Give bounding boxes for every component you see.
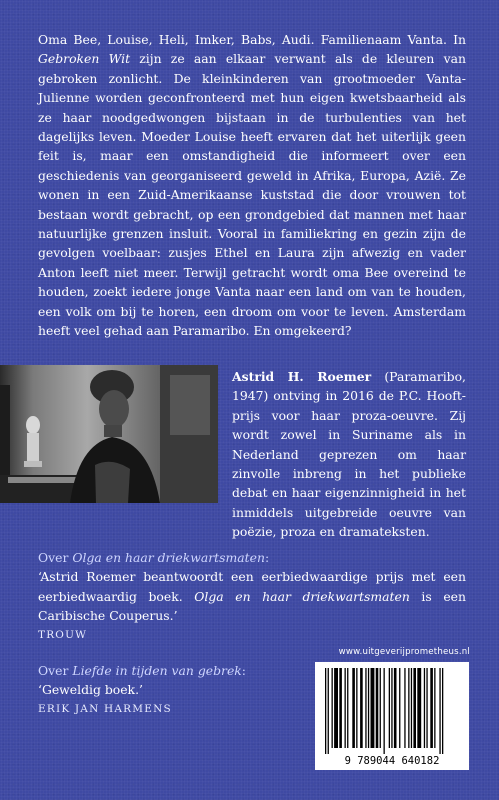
- barcode-bar: [413, 668, 416, 748]
- barcode-bars: [325, 668, 443, 754]
- barcode-bar: [430, 668, 433, 748]
- barcode-bar: [332, 668, 333, 748]
- author-photo-image: [0, 365, 218, 503]
- barcode-bar: [345, 668, 346, 748]
- author-bio: [232, 367, 466, 542]
- quote-source: TROUW: [38, 628, 88, 641]
- blurb-text-start: Oma Bee, Louise, Heli, Imker, Babs, Audi. Familienaam Vanta. In: [38, 32, 466, 47]
- quote-book-title: Olga en haar driekwartsmaten: [72, 550, 265, 565]
- barcode-bar: [368, 668, 369, 748]
- quote-book-title: Liefde in tijden van gebrek: [72, 663, 242, 679]
- barcode-bar: [391, 668, 392, 748]
- quote-text: [38, 567, 466, 625]
- quote-text-part: ‘Astrid Roemer beantwoordt een eerbiedwaardige prijs met een eerbiedwaardig boek.: [38, 569, 466, 604]
- barcode-bar: [417, 668, 421, 748]
- barcode-bar: [426, 668, 427, 748]
- barcode-bar: [424, 668, 425, 748]
- cover-blurb: [38, 30, 466, 341]
- barcode-bar: [439, 668, 440, 754]
- quote-source: ERIK JAN HARMENS: [38, 702, 172, 715]
- isbn-barcode: [315, 662, 469, 770]
- barcode-bar: [360, 668, 363, 748]
- quote-colon: :: [264, 550, 270, 565]
- barcode-bar: [404, 668, 405, 748]
- barcode-bar: [380, 668, 381, 748]
- barcode-bar: [352, 668, 355, 748]
- barcode-graphic: [315, 662, 469, 770]
- barcode-bar: [389, 668, 390, 748]
- author-bio-text: (Paramaribo, 1947) ontving in 2016 de P.C. Hooft-prijs voor haar proza-oeuvre. Zij wordt zowel in Suriname als in Nederland geprezen om haar zinvolle inbreng in het publieke debat en haar eigenzinnigheid in het inmiddels uitgebreide oeuvre van poëzie, proza en dramateksten.: [232, 369, 466, 540]
- publisher-url: www.uitgeverijprometheus.nl: [338, 647, 470, 657]
- barcode-bar: [347, 668, 348, 748]
- quote-title-ref: Olga en haar driekwartsmaten: [194, 588, 410, 604]
- quote-over-label: Over: [38, 663, 73, 679]
- blurb-book-title: Gebroken Wit: [38, 51, 131, 67]
- barcode-bar: [371, 668, 375, 748]
- barcode-bar: [328, 668, 329, 754]
- quote-over-label: Over: [38, 550, 73, 565]
- barcode-bar: [399, 668, 400, 748]
- barcode-bar: [394, 668, 397, 748]
- review-quote: [38, 548, 466, 645]
- barcode-bar: [434, 668, 435, 748]
- quote-text: ‘Geweldig boek.’: [38, 682, 143, 698]
- barcode-bar: [339, 668, 342, 748]
- barcode-bar: [365, 668, 366, 748]
- barcode-bar: [411, 668, 412, 748]
- barcode-bar: [442, 668, 443, 754]
- author-name: Astrid H. Roemer: [232, 369, 372, 384]
- barcode-bar: [384, 668, 385, 754]
- isbn-digits: 9 789044 640182: [344, 755, 440, 767]
- author-photo: [0, 365, 218, 503]
- quote-colon: :: [241, 663, 246, 679]
- barcode-bar: [334, 668, 338, 748]
- quote-text-part: is een Caribische Couperus.’: [38, 588, 466, 624]
- blurb-text-body: zijn ze aan elkaar verwant als de kleuren van gebroken zonlicht. De kleinkinderen van grootmoeder Vanta-Julienne worden geconfronteerd met hun eigen kwetsbaarheid als ze haar noodgedwongen bijstaan in de turbulenties van het dagelijks leven. Moeder Louise heeft ervaren dat het uiterlijk geen feit is, maar een omstandigheid die informeert over een geschiedenis van georganiseerd geweld in Afrika, Europa, Azië. Ze wonen in een Zuid-Amerikaanse kuststad die door vrouwen tot bestaan wordt gebracht, op een grondgebied dat mannen met haar natuurlijke grenzen insluit. Vooral in familiekring en gezin zijn de gevolgen voelbaar: zusjes Ethel en Laura zijn afwezig en vader Anton leeft niet meer. Terwijl getracht wordt oma Bee overeind te houden, zoekt iedere jonge Vanta naar een land om van te houden, een volk om bij te horen, een droom om voor te leven. Amsterdam heeft veel gehad aan Paramaribo. En omgekeerd?: [38, 51, 466, 339]
- barcode-bar: [325, 668, 326, 754]
- barcode-bar: [376, 668, 379, 748]
- barcode-bar: [356, 668, 357, 748]
- quote-heading: [38, 548, 466, 567]
- barcode-bar: [408, 668, 409, 748]
